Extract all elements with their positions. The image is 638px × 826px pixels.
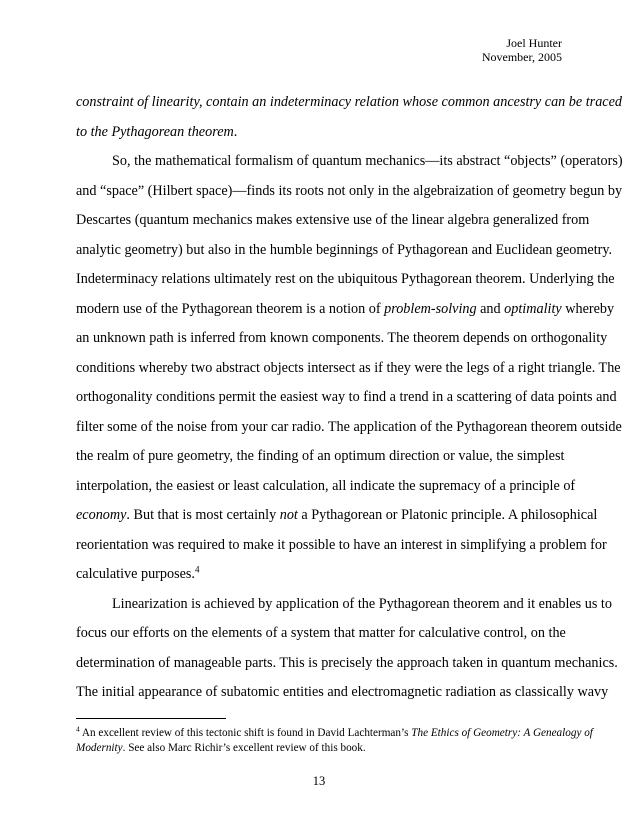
italic-text: The Ethics of Geometry: A Genealogy of (411, 727, 593, 739)
footnote-line (76, 741, 562, 756)
text-line: an unknown path is inferred from known components. The theorem depends on orthogonality (76, 330, 608, 346)
running-header (482, 36, 562, 64)
text-line: interpolation, the easiest or least calculation, all indicate the supremacy of a principle of (76, 477, 576, 494)
italic-text: economy (76, 507, 127, 523)
text-span: whereby (561, 300, 615, 317)
body-text (76, 88, 623, 708)
text-line: orthogonality conditions permit the easiest way to find a trend in a scattering of data points and (76, 389, 617, 405)
footnote-line (76, 724, 593, 741)
text-span: modern use of the Pythagorean theorem is a notion of (76, 300, 385, 317)
italic-text: not (279, 507, 298, 523)
text-line: So, the mathematical formalism of quantum mechanics—its abstract “objects” (operators) (112, 153, 623, 169)
text-line: filter some of the noise from your car radio. The application of the Pythagorean theorem outside (76, 418, 622, 435)
text-line: conditions whereby two abstract objects intersect as if they were the legs of a right triangle. The (76, 359, 621, 376)
paragraph-3 (76, 590, 618, 708)
paragraph-1 (76, 88, 622, 147)
text-line (76, 88, 622, 118)
text-line: Indeterminacy relations ultimately rest on the ubiquitous Pythagorean theorem. Underlying the (76, 271, 615, 287)
text-line: the realm of pure geometry, the finding of an optimum direction or value, the simplest (76, 448, 565, 464)
header-date: November, 2005 (481, 50, 562, 64)
text-line: analytic geometry) but also in the humble beginnings of Pythagorean and Euclidean geometry. (76, 241, 613, 258)
text-line (76, 295, 615, 325)
text-line (76, 560, 562, 590)
text-line: The initial appearance of subatomic entities and electromagnetic radiation as classically wavy (76, 684, 609, 700)
italic-text: constraint of linearity, contain an indeterminacy relation whose common ancestry can be traced (76, 94, 622, 110)
text-span: and (476, 300, 505, 317)
text-line (76, 118, 562, 148)
text-line: focus our efforts on the elements of a system that matter for calculative control, on the (76, 625, 566, 641)
text-span: . See also Marc Richir’s excellent review of this book. (122, 742, 366, 754)
footnote-reference[interactable]: 4 (194, 564, 200, 575)
text-span: . But that is most certainly (126, 507, 280, 523)
text-line: and “space” (Hilbert space)—finds its roots not only in the algebraization of geometry begun by (76, 182, 623, 199)
italic-text: optimality (504, 300, 562, 317)
text-span: An excellent review of this tectonic shift is found in David Lachterman’s (79, 727, 412, 739)
page-number: 13 (312, 774, 326, 788)
text-line: Descartes (quantum mechanics makes extensive use of the linear algebra generalized from (76, 212, 590, 228)
footnote-separator (76, 718, 226, 719)
header-author: Joel Hunter (506, 36, 562, 50)
text-span: calculative purposes. (76, 566, 195, 582)
italic-text: Modernity (76, 742, 123, 754)
italic-text: to the Pythagorean theorem (76, 123, 234, 140)
footnote-marker: 4 (76, 724, 80, 734)
text-span: . (233, 123, 238, 140)
paragraph-2 (76, 147, 623, 590)
italic-text: problem-solving (384, 300, 477, 317)
text-span: a Pythagorean or Platonic principle. A philosophical (297, 507, 598, 523)
text-line: reorientation was required to make it possible to have an interest in simplifying a problem for (76, 536, 607, 553)
footnote (76, 724, 593, 756)
text-line: Linearization is achieved by application of the Pythagorean theorem and it enables us to (112, 595, 612, 612)
text-line: determination of manageable parts. This is precisely the approach taken in quantum mechanics. (76, 654, 618, 671)
text-line (76, 501, 598, 531)
